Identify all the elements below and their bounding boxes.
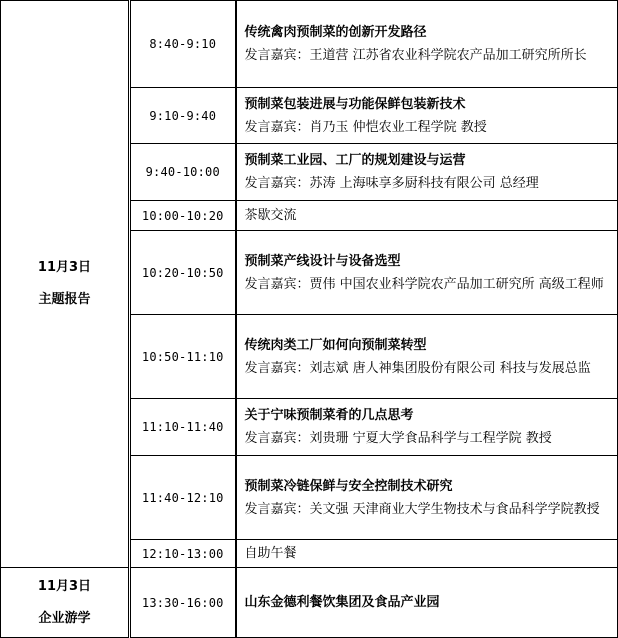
table-row bbox=[1, 568, 618, 638]
session-time: 13:30-16:00 bbox=[130, 568, 236, 638]
session-speaker: 发言嘉宾：刘贵珊 宁夏大学食品科学与工程学院 教授 bbox=[244, 431, 552, 446]
day-date: 11月3日 bbox=[37, 578, 92, 594]
session-topic: 预制菜工业园、工厂的规划建设与运营 bbox=[244, 153, 466, 168]
session-content bbox=[236, 231, 618, 315]
session-topic: 传统禽肉预制菜的创新开发路径 bbox=[244, 25, 427, 40]
session-content bbox=[236, 144, 618, 201]
session-time: 8:40-9:10 bbox=[130, 1, 236, 88]
session-time: 9:40-10:00 bbox=[130, 144, 236, 201]
session-topic: 预制菜冷链保鲜与安全控制技术研究 bbox=[244, 478, 453, 494]
session-content bbox=[236, 1, 618, 88]
session-content bbox=[236, 540, 618, 568]
session-speaker: 发言嘉宾：肖乃玉 仲恺农业工程学院 教授 bbox=[244, 119, 487, 135]
session-topic: 传统肉类工厂如何向预制菜转型 bbox=[244, 337, 427, 353]
day-label: 主题报告 bbox=[38, 292, 91, 307]
session-speaker: 发言嘉宾：苏涛 上海味享多厨科技有限公司 总经理 bbox=[244, 176, 539, 191]
day-cell-tour bbox=[1, 568, 130, 638]
session-content bbox=[236, 399, 618, 456]
session-speaker: 发言嘉宾：贾伟 中国农业科学院农产品加工研究所 高级工程师 bbox=[244, 276, 604, 292]
session-speaker: 发言嘉宾：王道营 江苏省农业科学院农产品加工研究所所长 bbox=[244, 48, 587, 63]
session-time: 9:10-9:40 bbox=[130, 88, 236, 144]
day-cell-keynote bbox=[1, 1, 130, 568]
session-time: 12:10-13:00 bbox=[130, 540, 236, 568]
session-time: 11:10-11:40 bbox=[130, 399, 236, 456]
day-label: 企业游学 bbox=[38, 610, 91, 626]
session-content bbox=[236, 88, 618, 144]
session-topic: 预制菜产线设计与设备选型 bbox=[244, 253, 401, 269]
session-lunch: 自助午餐 bbox=[244, 546, 297, 561]
session-time: 10:20-10:50 bbox=[130, 231, 236, 315]
session-time: 11:40-12:10 bbox=[130, 456, 236, 540]
session-tour: 山东金德利餐饮集团及食品产业园 bbox=[244, 595, 440, 610]
session-speaker: 发言嘉宾：关文强 天津商业大学生物技术与食品科学学院教授 bbox=[244, 501, 600, 517]
day-date: 11月3日 bbox=[37, 260, 92, 275]
session-break: 茶歇交流 bbox=[244, 208, 297, 223]
session-speaker: 发言嘉宾：刘志斌 唐人神集团股份有限公司 科技与发展总监 bbox=[244, 360, 591, 376]
session-content bbox=[236, 315, 618, 399]
session-time: 10:50-11:10 bbox=[130, 315, 236, 399]
session-time: 10:00-10:20 bbox=[130, 201, 236, 231]
session-content bbox=[236, 568, 618, 638]
session-topic: 预制菜包装进展与功能保鲜包装新技术 bbox=[244, 96, 466, 112]
session-content bbox=[236, 201, 618, 231]
table-row bbox=[1, 1, 618, 88]
session-content bbox=[236, 456, 618, 540]
session-topic: 关于宁味预制菜肴的几点思考 bbox=[244, 408, 414, 423]
